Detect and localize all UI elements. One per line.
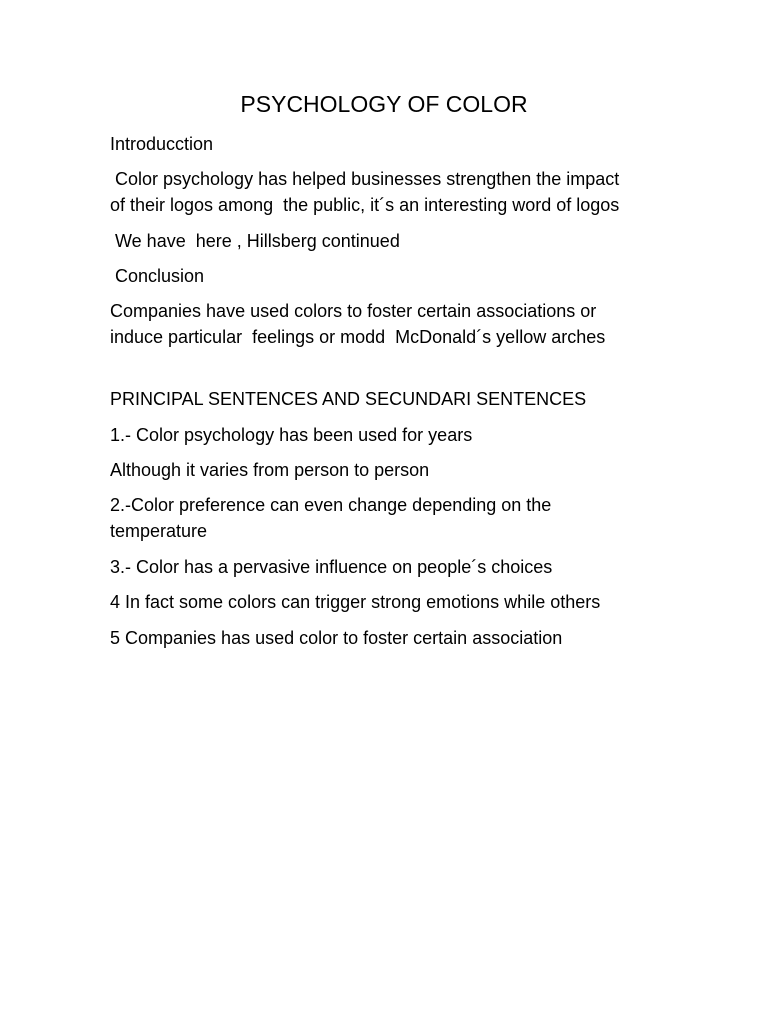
intro-heading: Introducction <box>110 134 214 154</box>
sentence-3: 3.- Color has a pervasive influence on people´s choices <box>110 557 553 577</box>
sentence-4: 4 In fact some colors can trigger strong emotions while others <box>110 592 601 612</box>
sentence-2-line-1: 2.-Color preference can even change depending on the <box>110 495 552 515</box>
conclusion-heading: Conclusion <box>110 266 205 286</box>
sentence-1-secondary: Although it varies from person to person <box>110 460 430 480</box>
sentence-1: 1.- Color psychology has been used for years <box>110 425 473 445</box>
intro-paragraph-line-1: Color psychology has helped businesses strengthen the impact <box>110 169 620 189</box>
conclusion-paragraph-line-1: Companies have used colors to foster certain associations or <box>110 301 597 321</box>
sentence-5: 5 Companies has used color to foster certain association <box>110 628 563 648</box>
we-have-line: We have here , Hillsberg continued <box>110 231 400 251</box>
sentence-2-line-2: temperature <box>110 521 208 541</box>
intro-paragraph-line-2: of their logos among the public, it´s an interesting word of logos <box>110 195 620 215</box>
document-title: PSYCHOLOGY OF COLOR <box>240 91 528 117</box>
sentences-heading: PRINCIPAL SENTENCES AND SECUNDARI SENTENCES <box>110 389 587 409</box>
conclusion-paragraph-line-2: induce particular feelings or modd McDonald´s yellow arches <box>110 327 606 347</box>
